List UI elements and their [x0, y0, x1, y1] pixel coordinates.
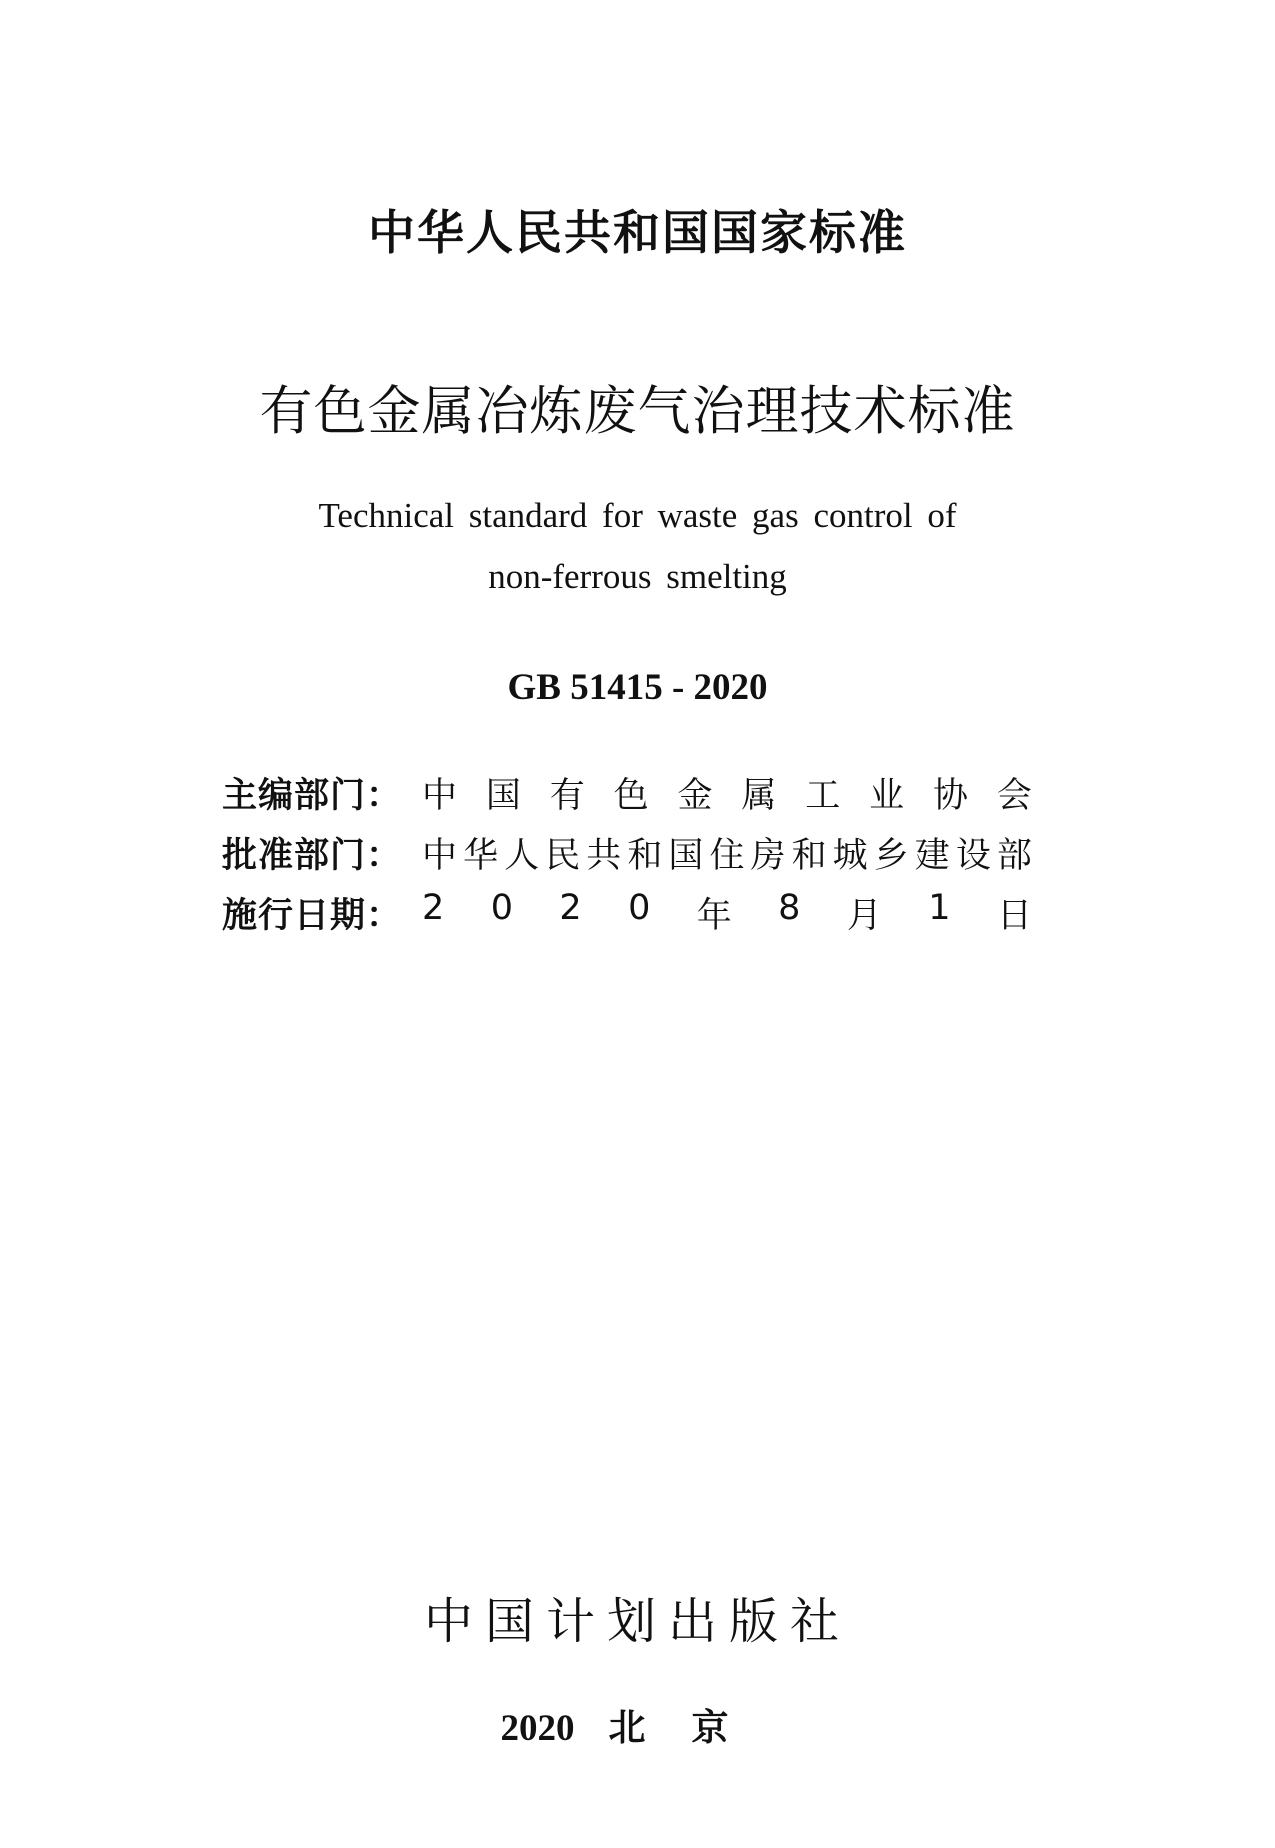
character: 共 [586, 836, 622, 876]
editor-row [222, 768, 1032, 818]
character: 色 [613, 776, 649, 816]
approver-value [422, 828, 1032, 878]
publication-city: 北京 [608, 1706, 775, 1749]
character: 1 [928, 888, 951, 928]
character: 设 [955, 836, 991, 876]
publication-year: 2020 [500, 1708, 575, 1749]
character: 业 [869, 776, 905, 816]
approver-row [222, 828, 1032, 878]
editor-value [422, 768, 1032, 818]
character: 华 [463, 836, 499, 876]
standard-code: GB 51415 - 2020 [507, 667, 768, 708]
character: 有 [549, 776, 585, 816]
character: 0 [490, 888, 513, 928]
character: 和 [627, 836, 663, 876]
character: 2 [559, 888, 582, 928]
approver-label: 批准部门： [222, 836, 403, 876]
character: 人 [504, 836, 540, 876]
character: 会 [996, 776, 1032, 816]
character: 协 [933, 776, 969, 816]
english-title-line-1: Technical standard for waste gas control of [318, 496, 957, 535]
character: 金 [677, 776, 713, 816]
character: 0 [628, 888, 651, 928]
character: 住 [709, 836, 745, 876]
publication-place-line [0, 1697, 1275, 1751]
character: 年 [696, 896, 732, 936]
chinese-title: 有色金属冶炼废气治理技术标准 [259, 381, 1016, 442]
character: 中 [422, 776, 458, 816]
editor-label: 主编部门： [222, 776, 403, 816]
publisher-name: 中国计划出版社 [423, 1593, 851, 1650]
character: 城 [832, 836, 868, 876]
character: 和 [791, 836, 827, 876]
series-title: 中华人民共和国国家标准 [368, 206, 907, 261]
character: 乡 [873, 836, 909, 876]
character: 建 [914, 836, 950, 876]
character: 日 [996, 896, 1032, 936]
character: 房 [750, 836, 786, 876]
character: 民 [545, 836, 581, 876]
english-title-line-2: non-ferrous smelting [488, 557, 787, 596]
character: 工 [805, 776, 841, 816]
effective-date-row [222, 888, 1032, 938]
character: 2 [422, 888, 445, 928]
character: 国 [668, 836, 704, 876]
effective-date-label: 施行日期： [222, 896, 403, 936]
character: 中 [422, 836, 458, 876]
effective-date-value [422, 888, 1032, 938]
character: 部 [996, 836, 1032, 876]
character: 月 [846, 896, 882, 936]
character: 8 [778, 888, 801, 928]
character: 国 [485, 776, 521, 816]
character: 属 [741, 776, 777, 816]
